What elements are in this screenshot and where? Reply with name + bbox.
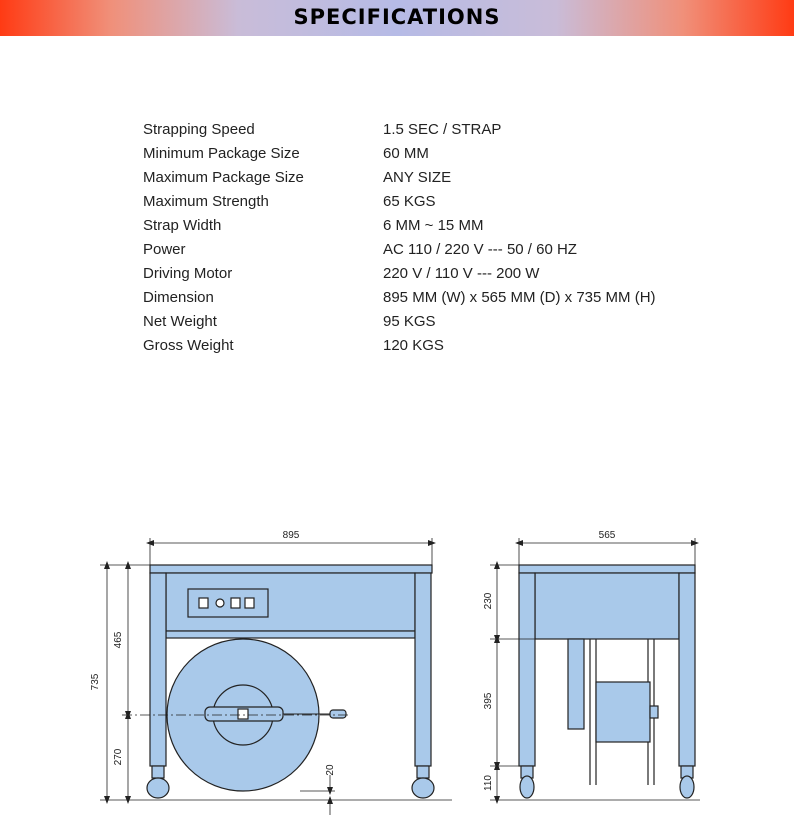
- front-caster-mount: [152, 766, 164, 778]
- front-caster-mount: [417, 766, 429, 778]
- dim-total-height: 735: [90, 673, 101, 691]
- dim-width: 895: [282, 530, 300, 541]
- spec-label: Power: [143, 241, 186, 258]
- spec-value: 120 KGS: [383, 337, 444, 354]
- dim-depth: 565: [598, 530, 616, 541]
- side-wheel-right: [680, 776, 694, 798]
- spec-label: Gross Weight: [143, 337, 234, 354]
- control-button: [245, 598, 254, 608]
- control-knob: [216, 599, 224, 607]
- front-top-plate: [150, 565, 432, 573]
- spec-value: ANY SIZE: [383, 169, 452, 186]
- spec-label: Minimum Package Size: [143, 145, 300, 162]
- dim-side-top: 230: [483, 592, 494, 610]
- spec-value: 220 V / 110 V --- 200 W: [383, 265, 540, 282]
- side-view: [519, 565, 695, 798]
- spec-label: Strap Width: [143, 217, 222, 234]
- spec-label: Driving Motor: [143, 265, 233, 282]
- coil-center: [238, 709, 248, 719]
- spec-label: Net Weight: [143, 313, 217, 330]
- side-leg-left: [519, 573, 535, 766]
- dim-side-middle: 395: [483, 692, 494, 710]
- side-coil: [596, 682, 650, 742]
- spec-label: Dimension: [143, 289, 214, 306]
- dim-bottom-gap: 20: [325, 764, 336, 776]
- side-leg-right: [679, 573, 695, 766]
- spec-value: 95 KGS: [383, 313, 436, 330]
- side-dispenser: [568, 639, 584, 729]
- front-wheel-right: [412, 778, 434, 798]
- front-wheel-left: [147, 778, 169, 798]
- spec-value: 60 MM: [383, 145, 429, 162]
- spec-label: Maximum Package Size: [143, 169, 304, 186]
- control-button: [199, 598, 208, 608]
- spec-value: AC 110 / 220 V --- 50 / 60 HZ: [383, 241, 577, 258]
- front-leg-left: [150, 573, 166, 766]
- side-wheel-left: [520, 776, 534, 798]
- spec-label: Maximum Strength: [143, 193, 269, 210]
- spec-label: Strapping Speed: [143, 121, 255, 138]
- side-top-plate: [519, 565, 695, 573]
- front-crossbar: [166, 631, 415, 638]
- front-leg-right: [415, 573, 431, 766]
- control-button: [231, 598, 240, 608]
- spec-value: 65 KGS: [383, 193, 436, 210]
- dim-upper-height: 465: [113, 631, 124, 649]
- dim-side-bottom: 110: [483, 775, 494, 791]
- side-coil-knob: [650, 706, 658, 718]
- spec-value: 895 MM (W) x 565 MM (D) x 735 MM (H): [383, 289, 656, 306]
- coil-handle: [330, 710, 346, 718]
- page-title: SPECIFICATIONS: [293, 5, 501, 29]
- front-view: [147, 565, 434, 798]
- spec-value: 1.5 SEC / STRAP: [383, 121, 502, 138]
- side-cabinet: [535, 573, 679, 639]
- dim-lower-height: 270: [113, 748, 124, 766]
- spec-value: 6 MM ~ 15 MM: [383, 217, 484, 234]
